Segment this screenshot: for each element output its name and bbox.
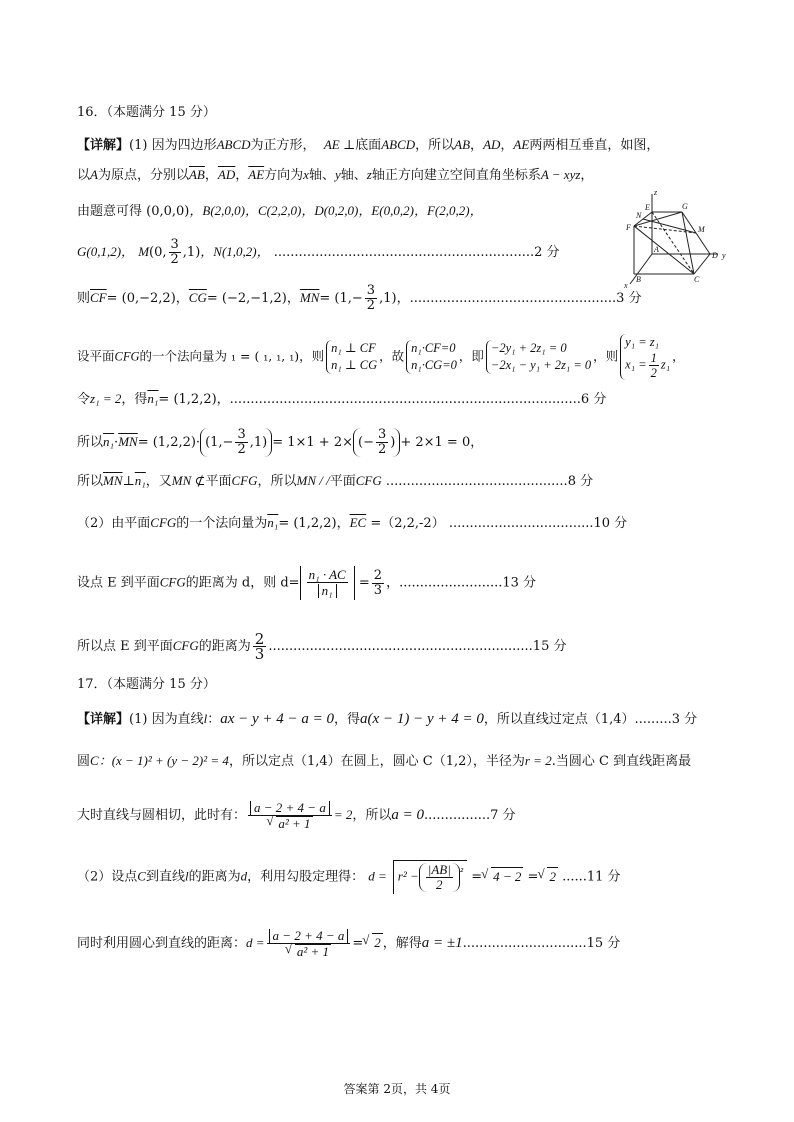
label-y: y: [722, 251, 726, 260]
q16-line-8: 所以$n_1\cdot\overline{MN}= (1,2,2)\cdot (1,-$ $\frac{3}{2}$ ,1) = 1×1 + 2× (− $\frac{3}{2}$ ) + 2×1 = 0，: [77, 427, 484, 457]
label-D: D: [712, 251, 718, 260]
label-A: A: [654, 245, 659, 254]
segment-FM: [634, 226, 696, 233]
q16-line-12: 所以点 E 到平面CFG的距离为 $\frac{2}{3}$ ................................................................15 分: [77, 630, 567, 663]
label-x: x: [624, 281, 628, 290]
q17-heading: 17．（本题满分 15 分）: [77, 677, 216, 692]
page-footer: 答案第 2页，共 4页: [343, 1082, 451, 1096]
q16-line-4: G(0,1,2)， M(0, $\frac{3}{2}$ ,1)，N(1,0,2)， ...............................................................2 分: [77, 237, 560, 267]
label-z: z: [654, 188, 658, 197]
q16-line-10: （2）由平面CFG的一个法向量为n₁= (1,2,2)，$\overline{EC} =(2,2,-2)$ ...................................10 分: [77, 515, 628, 531]
q17-line-4: （2）设点C到直线l的距离为d，利用勾股定理得： d = r² − $\frac{|AB|}{2}$ $^{^2}$ = √ 4 − 2 = √ 2 ......11 分: [77, 860, 734, 894]
q17-line-2: 圆C：(x − 1)² + (y − 2)² = 4，所以定点（1,4）在圆上，圆心 C（1,2），半径为r = 2.当圆心 C 到直线距离最: [77, 753, 692, 769]
q16-line-11: 设点 E 到平面CFG的距离为 d，则 d= $\frac{\text{n₁ · AC}}{\text{n₁}}$ = $\frac{2}{3}$ ，.........................13 分: [77, 567, 537, 599]
geometry-figure: [614, 186, 736, 290]
label-N: N: [636, 211, 642, 220]
label-C: C: [694, 275, 700, 284]
q16-line-7: 令z₁ = 2，得n₁= (1,2,2)，.....................................................................................6 分: [77, 391, 607, 407]
label-F: F: [626, 223, 631, 232]
label-E: E: [645, 203, 650, 212]
q17-line-5: 同时利用圆心到直线的距离：d = a − 2 + 4 − a √ a² + 1 = √ 2 ，解得a = ±1..............................15 分: [77, 928, 734, 959]
label-G: G: [682, 202, 688, 211]
q16-heading: 16．（本题满分 15 分）: [77, 105, 216, 120]
q16-line-5: 则$\overline{CF}= (0,-2,2)$，$\overline{CG}= (-2,-1,2)$，$\overline{MN}= (1,-$ $\frac{3}{2}$ ,1)，..................................................3 分: [77, 283, 642, 313]
label-M: M: [698, 225, 705, 234]
q17-line-3: 大时直线与圆相切，此时有： a − 2 + 4 − a √ a² + 1 = 2，所以a = 0................7 分: [77, 800, 734, 831]
q16-line-2: 以A为原点，分别以$\overline{AB}$，$\overline{AD}$，$\overline{AE}$方向为x轴、y轴、z轴正方向建立空间直角坐标系A − xyz，: [77, 167, 594, 183]
edge-CD: [694, 254, 710, 274]
q17-line-1: 【详解】(1) 因为直线l：ax − y + 4 − a = 0，得a(x − 1) − y + 4 = 0，所以直线过定点（1,4）.........3 分: [77, 711, 698, 727]
q16-line-6: 设平面CFG的一个法向量为 ₁ = ( ₁, ₁, ₁)，则 n₁ ⊥ CF n₁ ⊥ CG ，故 n₁·CF=0 n₁·CG=0 ，即 −2y₁ + 2z₁ = 0 −2x₁ − y₁ + 2z₁ = 0 ，则 y₁ = z₁ x₁ = $\frac{1}{2}$ z₁ ，: [77, 335, 685, 380]
q16-line-3: 由题意可得 (0,0,0)，B(2,0,0)，C(2,2,0)，D(0,2,0)，E(0,0,2)，F(2,0,2)，: [77, 203, 483, 219]
label-B: B: [636, 275, 641, 284]
x-axis-line: [630, 254, 652, 284]
q16-line-9: 所以$\overline{MN}\perp n_1$，又MN ⊄平面CFG，所以MN / /平面CFG ............................................8 分: [77, 473, 594, 489]
q16-line-1: 【详解】(1) 因为四边形ABCD为正方形， AE ⊥底面ABCD，所以AB，AD，AE两两相互垂直，如图，: [77, 137, 660, 153]
